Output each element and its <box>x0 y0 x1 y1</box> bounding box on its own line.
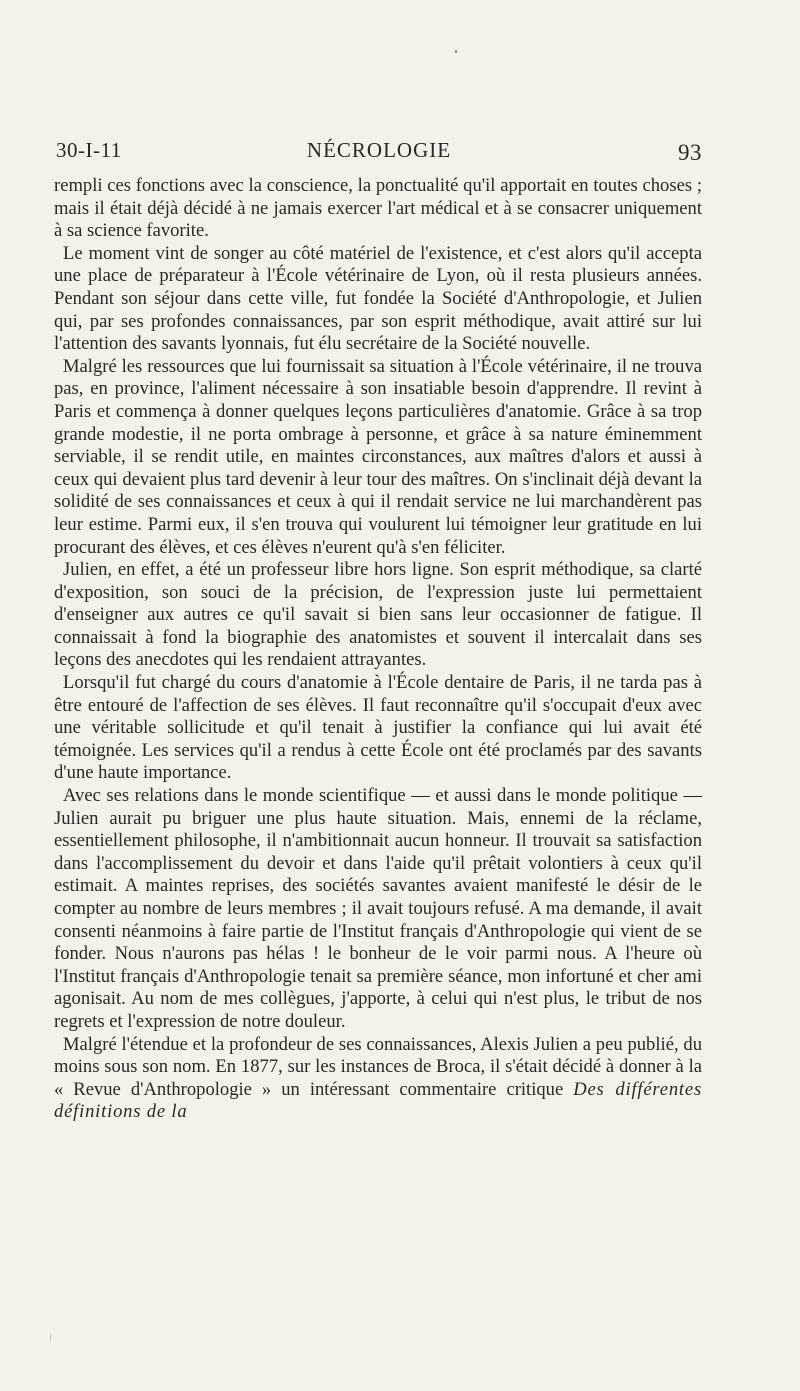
work-title: Des différentes définitions de la <box>54 1078 702 1123</box>
paragraph: Lorsqu'il fut chargé du cours d'anatomie à l'École dentaire de Paris, il ne tarda pas à être entouré de l'affection de ses élèves. Il faut reconnaître qu'il s'occupait d'eux avec une véritable sollicitude et qu'il tenait à justifier la confiance qui lui avait été témoignée. Les services qu'il a rendus à cette École ont été proclamés par des savants d'une haute importance. <box>54 672 702 784</box>
date-label: 30-I-11 <box>56 138 122 162</box>
paragraph: Julien, en effet, a été un professeur libre hors ligne. Son esprit méthodique, sa clarté d'exposition, son souci de la précision, de l'expression juste lui permettaient d'enseigner aux autres ce qu'il savait si bien sans leur occasionner de fatigue. Il connaissait à fond la biographie des anatomistes et souvent il intercalait dans ses leçons des anecdotes qui les rendaient attrayantes. <box>54 559 702 671</box>
paper-speck <box>50 1334 51 1342</box>
paragraph: rempli ces fonctions avec la conscience, la ponctualité qu'il apportait en toutes choses ; mais il était déjà décidé à ne jamais exercer l'art médical et à se consacrer uniquement à sa science favorite. <box>54 175 702 242</box>
paragraph-last <box>54 1034 702 1124</box>
paragraph: Avec ses relations dans le monde scientifique — et aussi dans le monde politique — Julien aurait pu briguer une plus haute situation. Mais, ennemi de la réclame, essentiellement philosophe, il n'ambitionnait aucun honneur. Il trouvait sa satisfaction dans l'accomplissement du devoir et dans l'aide qu'il prêtait volontiers à ceux qu'il estimait. A maintes reprises, des sociétés savantes avaient manifesté le désir de le compter au nombre de leurs membres ; il avait toujours refusé. A ma demande, il avait consenti néanmoins à faire partie de l'Institut français d'Anthropologie qui vient de se fonder. Nous n'aurons pas hélas ! le bonheur de le voir parmi nous. A l'heure où l'Institut français d'Anthropologie tenait sa première séance, mon infortuné et cher ami agonisait. Au nom de mes collègues, j'apporte, à celui qui n'est plus, le tribut de nos regrets et l'expression de notre douleur. <box>54 785 702 1032</box>
section-title: NÉCROLOGIE <box>306 138 452 162</box>
paragraph: Malgré les ressources que lui fournissait sa situation à l'École vétérinaire, il ne trouva pas, en province, l'aliment nécessaire à son insatiable besoin d'apprendre. Il revint à Paris et commença à donner quelques leçons particulières d'anatomie. Grâce à sa trop grande modestie, il ne porta ombrage à personne, et grâce à sa nature éminemment serviable, il se rendit utile, en maintes circonstances, aux maîtres d'alors et aussi à ceux qui devaient plus tard devenir à leur tour des maîtres. On s'inclinait déjà devant la solidité de ses connaissances et ceux à qui il rendait service ne lui marchandèrent pas leur estime. Parmi eux, il s'en trouva qui voulurent lui témoigner leur gratitude en lui procurant des élèves, et ces élèves n'eurent qu'à s'en féliciter. <box>54 355 702 558</box>
paper-speck <box>455 50 457 53</box>
paragraph: Le moment vint de songer au côté matériel de l'existence, et c'est alors qu'il accepta une place de préparateur à l'École vétérinaire de Lyon, où il resta plusieurs années. Pendant son séjour dans cette ville, fut fondée la Société d'Anthropologie, et Julien qui, par ses profondes connaissances, par son esprit méthodique, avait attiré sur lui l'attention des savants lyonnais, fut élu secrétaire de la Société nouvelle. <box>54 242 702 355</box>
running-head <box>56 134 702 168</box>
paragraph-text: Malgré l'étendue et la profondeur de ses connaissances, Alexis Julien a peu publié, du moins sous son nom. En 1877, sur les instances de Broca, il s'était décidé à donner à la « Revue d'Anthropologie » un intéressant commentaire critique <box>54 1033 702 1100</box>
body-text <box>54 175 702 1124</box>
page-number: 93 <box>678 140 702 165</box>
